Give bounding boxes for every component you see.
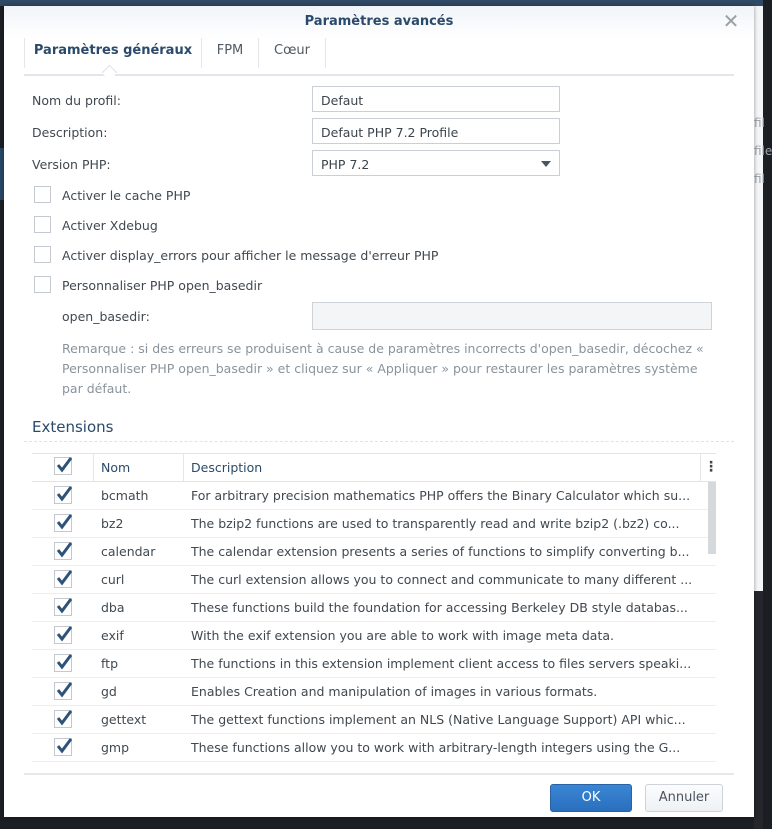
profile-name-label: Nom du profil: xyxy=(32,93,121,108)
extension-name: gettext xyxy=(101,712,147,727)
enable-php-cache-label: Activer le cache PHP xyxy=(62,188,191,203)
extension-description: The gettext functions implement an NLS (Native Language Support) API whic... xyxy=(191,712,686,727)
tab-core[interactable]: Cœur xyxy=(258,38,326,68)
php-version-select[interactable] xyxy=(312,150,560,176)
extension-description: For arbitrary precision mathematics PHP offers the Binary Calculator which su... xyxy=(191,488,691,503)
dialog-header xyxy=(4,6,754,38)
check-icon xyxy=(56,653,72,671)
extension-name: exif xyxy=(101,628,124,643)
extension-description: Enables Creation and manipulation of images in various formats. xyxy=(191,684,598,699)
extensions-heading: Extensions xyxy=(32,418,114,436)
check-icon xyxy=(56,625,72,643)
check-icon xyxy=(56,709,72,727)
background-peek-text: file xyxy=(754,144,772,158)
table-row[interactable] xyxy=(32,594,716,622)
extension-name: gd xyxy=(101,684,117,699)
enable-xdebug-label: Activer Xdebug xyxy=(62,218,158,233)
extension-checkbox[interactable] xyxy=(54,570,72,588)
extension-checkbox[interactable] xyxy=(54,654,72,672)
table-row[interactable] xyxy=(32,622,716,650)
close-icon[interactable]: ✕ xyxy=(722,9,740,33)
table-body xyxy=(32,482,716,762)
extension-name: dba xyxy=(101,600,125,615)
extension-name: bz2 xyxy=(101,516,124,531)
extension-description: The bzip2 functions are used to transparently read and write bzip2 (.bz2) co... xyxy=(191,516,680,531)
extension-checkbox[interactable] xyxy=(54,738,72,756)
background-peek-text: fil xyxy=(754,116,765,130)
enable-display-errors-checkbox[interactable] xyxy=(34,246,51,263)
extension-checkbox[interactable] xyxy=(54,486,72,504)
footer-divider xyxy=(24,773,734,775)
column-divider xyxy=(700,454,701,481)
open-basedir-input[interactable] xyxy=(312,302,712,330)
tab-fpm[interactable]: FPM xyxy=(201,38,258,68)
description-label: Description: xyxy=(32,125,108,140)
description-input[interactable]: Defaut PHP 7.2 Profile xyxy=(312,118,560,144)
advanced-settings-dialog xyxy=(4,6,754,817)
extensions-table xyxy=(32,453,716,757)
extension-description: These functions allow you to work with arbitrary-length integers using the G... xyxy=(191,740,681,755)
extension-name: gmp xyxy=(101,740,130,755)
table-row[interactable] xyxy=(32,566,716,594)
open-basedir-remark: Remarque : si des erreurs se produisent à cause de paramètres incorrects d'open_basedir, décochez « Personnaliser PHP open_basedir » et cliquez sur « Appliquer » pour restaurer les paramètres système par défaut. xyxy=(62,341,704,396)
column-header-name[interactable]: Nom xyxy=(101,460,131,475)
extension-checkbox[interactable] xyxy=(54,682,72,700)
check-icon xyxy=(56,456,72,474)
check-icon xyxy=(56,681,72,699)
php-version-label: Version PHP: xyxy=(32,157,111,172)
extension-checkbox[interactable] xyxy=(54,542,72,560)
background-dark-area xyxy=(754,591,763,829)
ok-button[interactable]: OK xyxy=(550,784,632,812)
background-window-peek xyxy=(754,6,772,591)
extensions-divider xyxy=(24,441,734,442)
check-icon xyxy=(56,541,72,559)
extension-checkbox[interactable] xyxy=(54,514,72,532)
extension-name: calendar xyxy=(101,544,156,559)
background-peek-text: fil xyxy=(754,172,765,186)
extension-description: The calendar extension presents a series of functions to simplify converting b... xyxy=(191,544,690,559)
php-version-value: PHP 7.2 xyxy=(321,157,370,172)
extension-name: bcmath xyxy=(101,488,149,503)
profile-name-input[interactable]: Defaut xyxy=(312,86,560,112)
table-row[interactable] xyxy=(32,734,716,762)
extension-description: With the exif extension you are able to work with image meta data. xyxy=(191,628,615,643)
check-icon xyxy=(56,485,72,503)
extension-name: ftp xyxy=(101,656,119,671)
table-row[interactable] xyxy=(32,482,716,510)
table-row[interactable] xyxy=(32,678,716,706)
cancel-button[interactable]: Annuler xyxy=(645,784,723,812)
extension-description: These functions build the foundation for accessing Berkeley DB style databas... xyxy=(191,600,688,615)
table-row[interactable] xyxy=(32,650,716,678)
column-divider xyxy=(93,454,94,481)
dialog-title: Paramètres avancés xyxy=(304,14,454,29)
extension-checkbox[interactable] xyxy=(54,598,72,616)
customize-open-basedir-label: Personnaliser PHP open_basedir xyxy=(62,278,263,293)
chevron-down-icon xyxy=(541,161,551,167)
enable-php-cache-checkbox[interactable] xyxy=(34,186,51,203)
open-basedir-label: open_basedir: xyxy=(62,309,150,324)
column-divider xyxy=(183,454,184,481)
enable-display-errors-label: Activer display_errors pour afficher le message d'erreur PHP xyxy=(62,248,439,263)
extension-description: The curl extension allows you to connect and communicate to many different ... xyxy=(191,572,693,587)
select-all-checkbox[interactable] xyxy=(54,457,72,475)
table-scrollbar[interactable] xyxy=(708,482,716,554)
extension-checkbox[interactable] xyxy=(54,710,72,728)
tab-bar xyxy=(24,38,734,76)
table-row[interactable] xyxy=(32,538,716,566)
extension-name: curl xyxy=(101,572,125,587)
table-row[interactable] xyxy=(32,706,716,734)
tab-general-settings[interactable]: Paramètres généraux xyxy=(24,38,201,68)
column-menu-icon[interactable]: ⋮ xyxy=(704,459,718,475)
customize-open-basedir-checkbox[interactable] xyxy=(34,276,51,293)
column-header-description[interactable]: Description xyxy=(191,460,263,475)
check-icon xyxy=(56,597,72,615)
extension-description: The functions in this extension implement client access to files servers speaki... xyxy=(191,656,692,671)
check-icon xyxy=(56,569,72,587)
table-row[interactable] xyxy=(32,510,716,538)
table-header xyxy=(32,454,716,482)
check-icon xyxy=(56,737,72,755)
extension-checkbox[interactable] xyxy=(54,626,72,644)
enable-xdebug-checkbox[interactable] xyxy=(34,216,51,233)
check-icon xyxy=(56,513,72,531)
